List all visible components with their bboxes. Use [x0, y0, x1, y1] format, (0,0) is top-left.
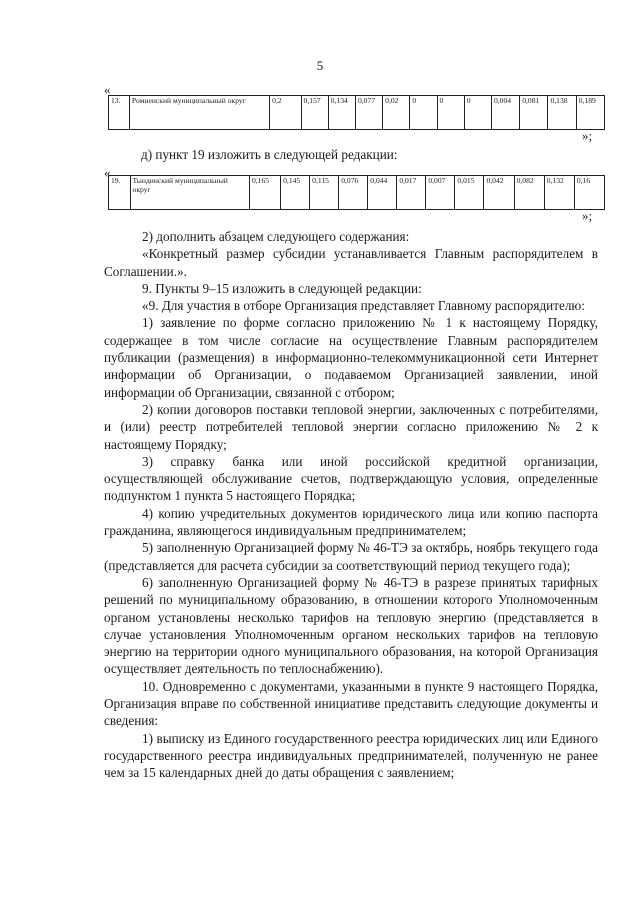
table-cell: 0,134: [328, 96, 355, 130]
table-cell: 0,044: [368, 176, 397, 210]
paragraph-9-intro: «9. Для участия в отборе Организация представляет Главному распорядителю:: [142, 298, 585, 314]
table-1: [108, 95, 605, 130]
paragraph-points-9-15: 9. Пункты 9–15 изложить в следующей редакции:: [142, 280, 422, 296]
table-cell: 19.: [109, 176, 131, 210]
point-d: д) пункт 19 изложить в следующей редакции:: [141, 147, 398, 162]
table-cell: 0,115: [310, 176, 339, 210]
table-cell: 0,16: [574, 176, 604, 210]
table-cell: 0,081: [520, 96, 548, 130]
paragraph-9-item-4: 4) копию учредительных документов юридического лица или копию паспорта гражданина, являющегося индивидуальным предпринимателем;: [104, 505, 598, 539]
table-cell: 0,076: [339, 176, 368, 210]
table-cell: 0,082: [514, 176, 544, 210]
table-cell: 0,189: [576, 96, 604, 130]
table-cell: 0,165: [249, 176, 280, 210]
table-cell: 0,004: [491, 96, 519, 130]
quote-open-2: «: [104, 165, 111, 180]
table-cell: 13.: [109, 96, 130, 130]
page-number: 5: [316, 58, 324, 73]
table-cell: 0,157: [301, 96, 328, 130]
quote-close-1: »;: [582, 128, 593, 143]
table-cell: Ромненский муниципальный округ: [129, 96, 269, 130]
paragraph-9-item-1: 1) заявление по форме согласно приложению № 1 к настоящему Порядку, содержащее в том числе согласие на осуществление Главным распорядителем публикации (размещения) в информационно-телекоммуникационной сети Интернет информации об Организации, о подаваемом Организацией заявлении, иной информации об Организации, связанной с отбором;: [104, 315, 598, 400]
table-cell: Тындинский муниципальный округ: [130, 176, 249, 210]
body-text: [104, 228, 598, 782]
table-cell: 0,007: [426, 176, 455, 210]
paragraph-10-intro: 10. Одновременно с документами, указанными в пункте 9 настоящего Порядка, Организация вправе по собственной инициативе представить следующие документы и сведения:: [104, 678, 598, 729]
quote-close-2: »;: [582, 208, 593, 223]
table-cell: 0: [410, 96, 437, 130]
table-cell: 0: [464, 96, 491, 130]
table-cell: 0: [437, 96, 464, 130]
quote-open-1: «: [104, 82, 111, 97]
table-cell: 0,2: [270, 96, 301, 130]
table-row: [109, 96, 605, 130]
table-cell: 0,02: [383, 96, 410, 130]
paragraph-subsidy-size: «Конкретный размер субсидии устанавливается Главным распорядителем в Соглашении.».: [104, 246, 598, 279]
table-cell: 0,145: [281, 176, 310, 210]
table-cell: 0,132: [544, 176, 574, 210]
paragraph-9-item-6: 6) заполненную Организацией форму № 46-ТЭ в разрезе принятых тарифных решений по муниципальному образованию, в отношении которого Уполномоченным органом установлены несколько тарифов на тепловую энергию (представляется в случае установления Уполномоченным органом нескольких тарифов на тепловую энергию на территории одного муниципального образования, на которой Организация осуществляет деятельность по теплоснабжению).: [104, 574, 598, 677]
paragraph-9-item-3: 3) справку банка или иной российской кредитной организации, осуществляющей обслуживание счетов, подтверждающую условия, определенные подпунктом 1 пункта 5 настоящего Порядка;: [104, 453, 598, 504]
table-2: [108, 175, 605, 210]
paragraph-9-item-5: 5) заполненную Организацией форму № 46-ТЭ за октябрь, ноябрь текущего года (представляется для расчета субсидии за соответствующий период текущего года);: [104, 540, 598, 573]
paragraph-9-item-2: 2) копии договоров поставки тепловой энергии, заключенных с потребителями, и (или) реестр потребителей тепловой энергии согласно приложению № 2 к настоящему Порядку;: [104, 401, 598, 452]
table-cell: 0,077: [355, 96, 382, 130]
paragraph-add-clause: 2) дополнить абзацем следующего содержания:: [142, 229, 410, 244]
table-cell: 0,042: [484, 176, 514, 210]
table-cell: 0,015: [455, 176, 484, 210]
table-cell: 0,017: [397, 176, 426, 210]
table-cell: 0,138: [548, 96, 576, 130]
table-row: [109, 176, 605, 210]
paragraph-10-item-1: 1) выписку из Единого государственного реестра юридических лиц или Единого государственного реестра индивидуальных предпринимателей, полученную не ранее чем за 15 календарных дней до даты обращения с заявлением;: [104, 730, 598, 781]
